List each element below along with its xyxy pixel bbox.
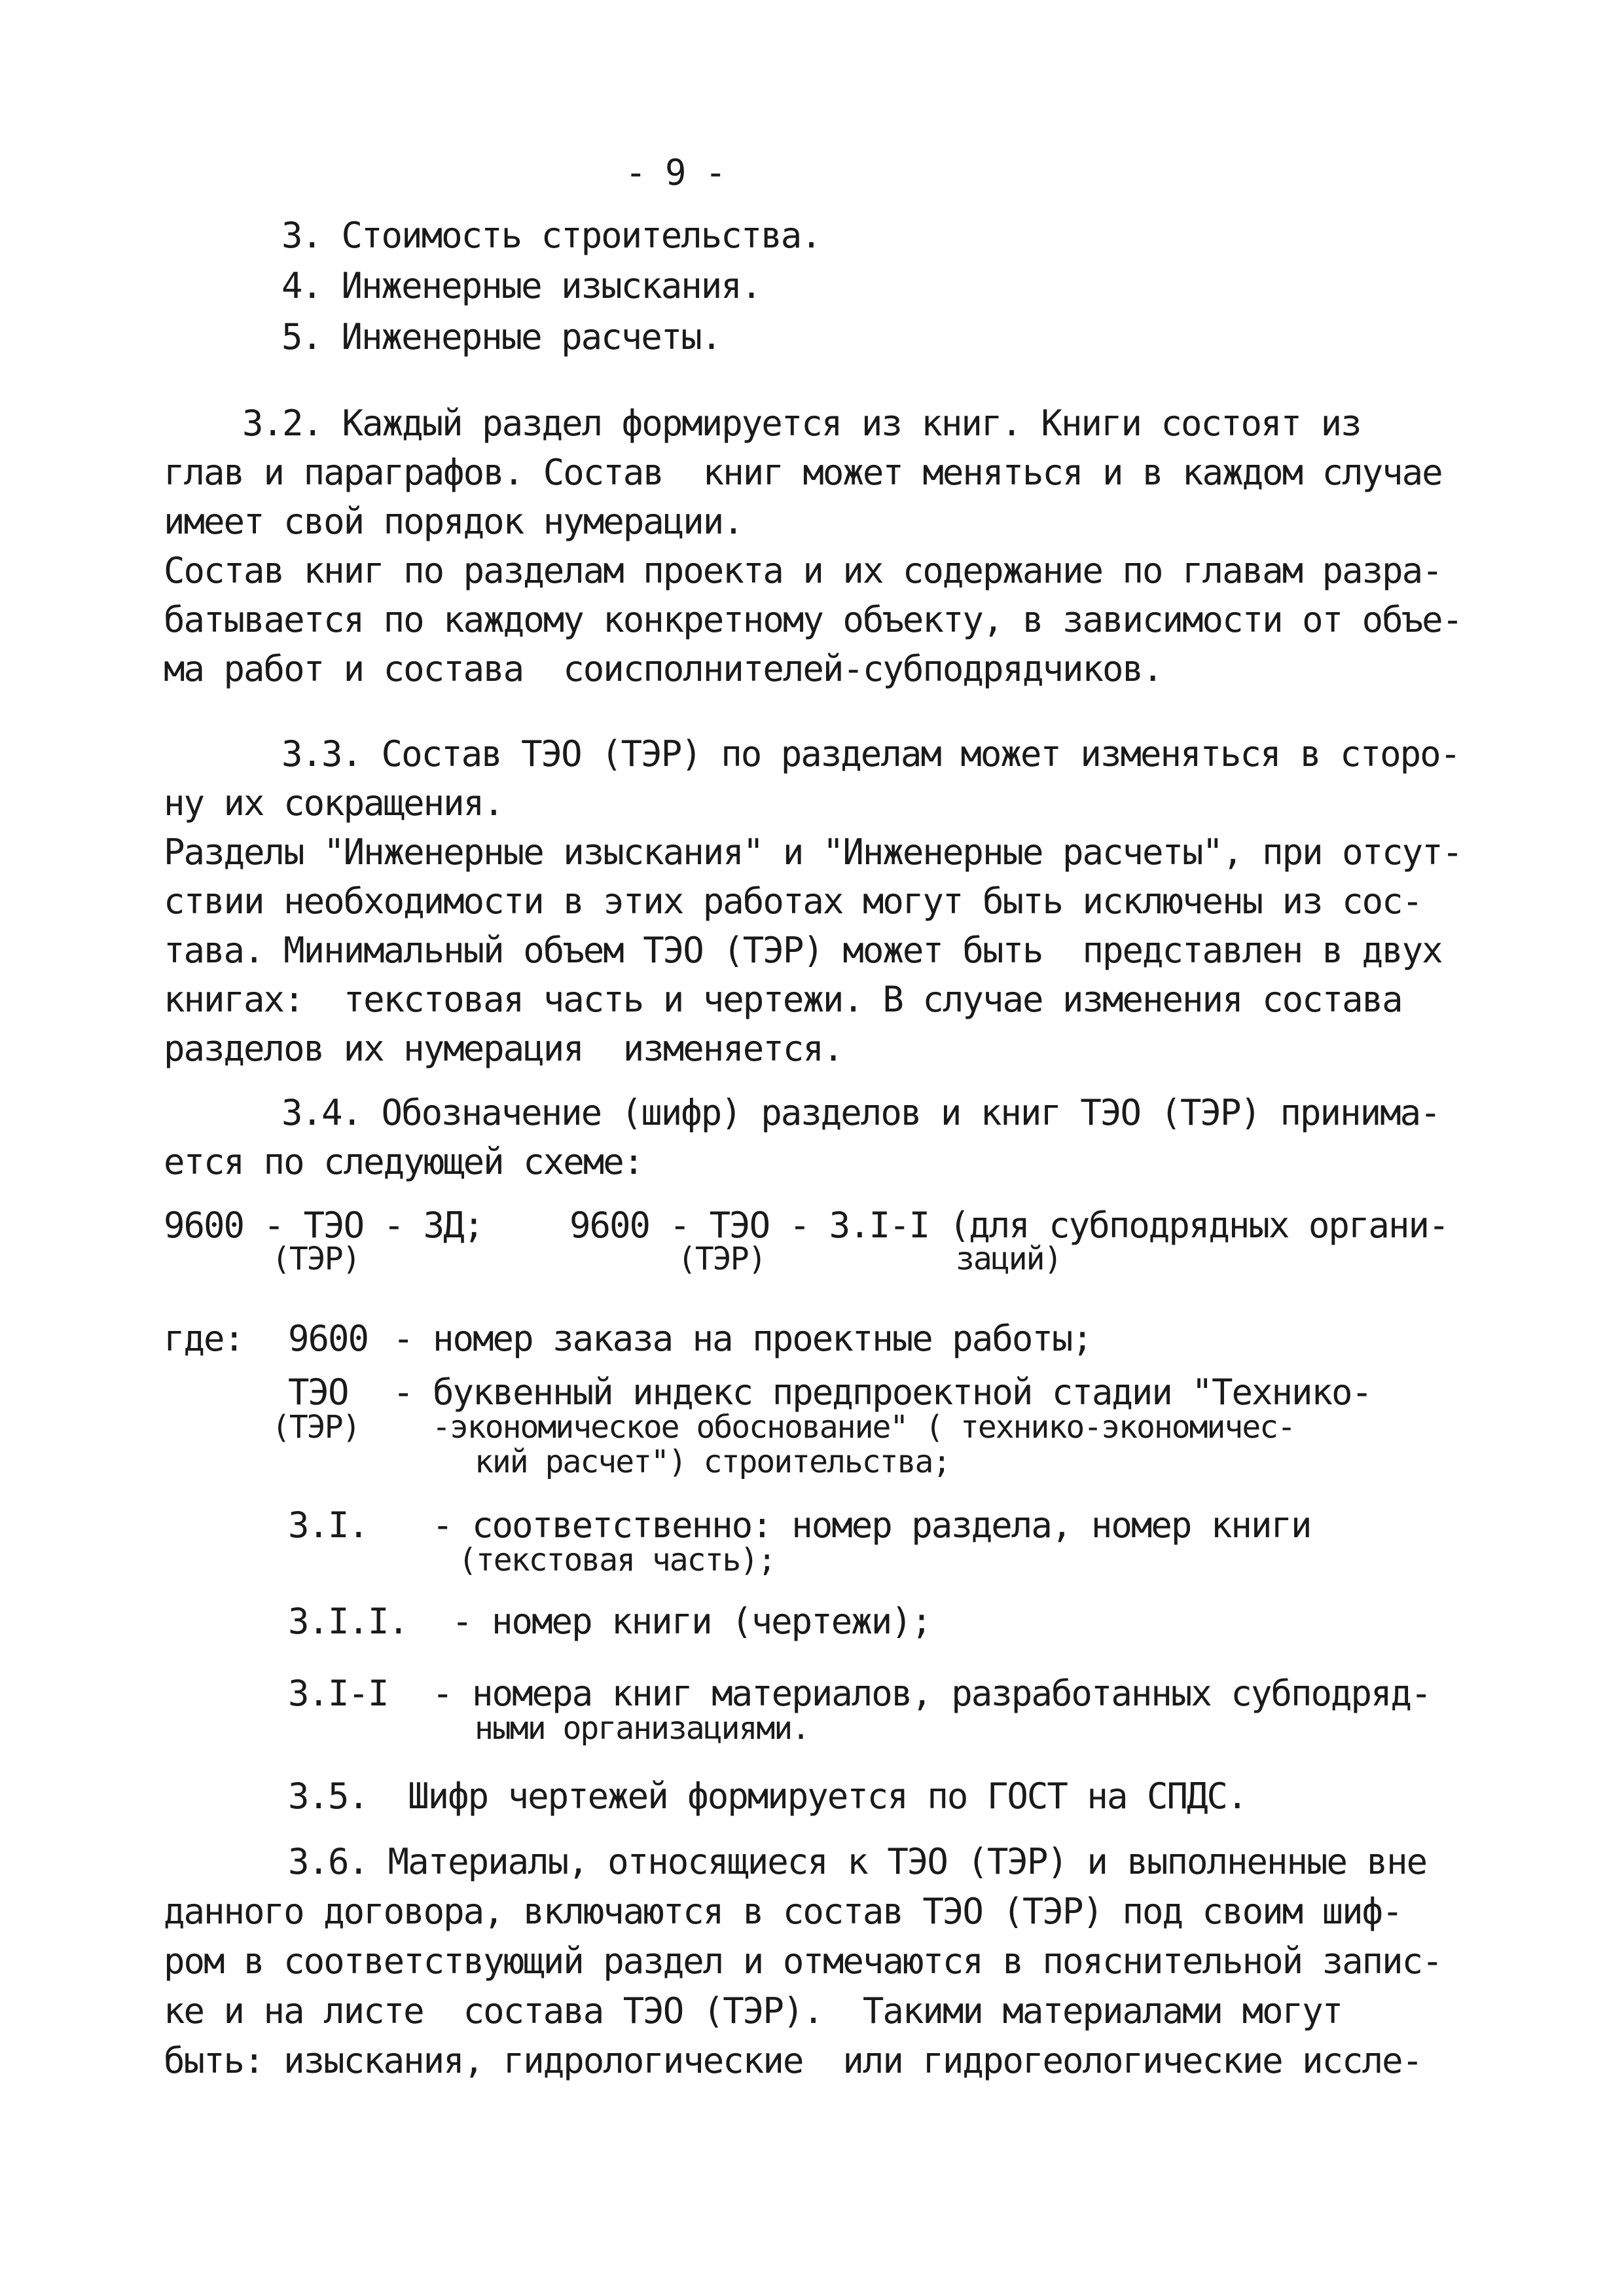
paragraph-3-6-line: 3.6. Материалы, относящиеся к ТЭО (ТЭР) и выполненные вне	[288, 1841, 1427, 1882]
legend-text-order: - номер заказа на проектные работы;	[393, 1318, 1092, 1359]
legend-key-drawings: 3.I.I.	[288, 1601, 408, 1642]
paragraph-3-2-line: батывается по каждому конкретному объекту, в зависимости от объе-	[164, 599, 1462, 640]
scheme-code-subcontract-subscript: (ТЭР)	[677, 1241, 766, 1277]
paragraph-3-3-line: разделов их нумерация изменяется.	[164, 1028, 843, 1069]
paragraph-3-3-line: тава. Минимальный объем ТЭО (ТЭР) может быть представлен в двух	[164, 930, 1442, 971]
legend-key-stage-subscript: (ТЭР)	[272, 1409, 360, 1446]
legend-key-order: 9600	[288, 1318, 369, 1359]
paragraph-3-3-line: ствии необходимости в этих работах могут быть исключены из сос-	[164, 881, 1422, 922]
scheme-code-main: 9600 - ТЭО - 3Д;	[164, 1205, 484, 1246]
paragraph-3-4-line: ется по следующей схеме:	[164, 1141, 643, 1182]
legend-key-subcontract: 3.I-I	[288, 1673, 388, 1714]
list-item-5: 5. Инженерные расчеты.	[281, 316, 721, 357]
paragraph-3-6-line: данного договора, включаются в состав ТЭО (ТЭР) под своим шиф-	[164, 1891, 1402, 1932]
paragraph-3-2-line: ма работ и состава соисполнителей-субподрядчиков.	[164, 648, 1163, 689]
list-item-4: 4. Инженерные изыскания.	[281, 265, 761, 306]
legend-key-stage: ТЭО	[288, 1372, 348, 1413]
legend-text-subcontract: - номера книг материалов, разработанных субподряд-	[432, 1673, 1431, 1714]
legend-text-subcontract: ными организациями.	[475, 1710, 810, 1747]
legend-text-stage: -экономическое обоснование" ( технико-экономичес-	[432, 1409, 1295, 1446]
legend-text-section: - соответственно: номер раздела, номер книги	[432, 1504, 1311, 1546]
paragraph-3-2-line: имеет свой порядок нумерации.	[164, 501, 743, 542]
legend-key-section: 3.I.	[288, 1504, 369, 1546]
paragraph-3-4-line: 3.4. Обозначение (шифр) разделов и книг ТЭО (ТЭР) принима-	[281, 1092, 1440, 1133]
scheme-code-subcontract-note: заций)	[956, 1241, 1062, 1277]
paragraph-3-3-line: Разделы "Инженерные изыскания" и "Инженерные расчеты", при отсут-	[164, 831, 1462, 873]
legend-text-section: (текстовая часть);	[458, 1542, 776, 1578]
paragraph-3-6-line: быть: изыскания, гидрологические или гидрогеологические иссле-	[164, 2040, 1422, 2081]
paragraph-3-3-line: ну их сокращения.	[164, 782, 503, 824]
legend-text-stage: кий расчет") строительства;	[475, 1444, 950, 1480]
paragraph-3-3-line: книгах: текстовая часть и чертежи. В случае изменения состава	[164, 979, 1402, 1020]
paragraph-3-2-line: Состав книг по разделам проекта и их содержание по главам разра-	[164, 550, 1442, 591]
paragraph-3-2-line: глав и параграфов. Состав книг может меняться и в каждом случае	[164, 452, 1442, 493]
page-number: - 9 -	[625, 152, 725, 193]
paragraph-3-3-line: 3.3. Состав ТЭО (ТЭР) по разделам может изменяться в сторо-	[281, 733, 1460, 774]
paragraph-3-2-line: 3.2. Каждый раздел формируется из книг. Книги состоят из	[242, 403, 1361, 444]
paragraph-3-6-line: ром в соответствующий раздел и отмечаются в пояснительной запис-	[164, 1941, 1442, 1982]
legend-where-label: где:	[164, 1318, 244, 1359]
scheme-code-subcontract: 9600 - ТЭО - 3.I-I (для субподрядных органи-	[569, 1205, 1449, 1246]
legend-text-stage: - буквенный индекс предпроектной стадии "Технико-	[393, 1372, 1372, 1413]
paragraph-3-5: 3.5. Шифр чертежей формируется по ГОСТ на СПДС.	[288, 1776, 1247, 1817]
scheme-code-main-subscript: (ТЭР)	[272, 1241, 360, 1277]
paragraph-3-6-line: ке и на листе состава ТЭО (ТЭР). Такими материалами могут	[164, 1990, 1343, 2032]
list-item-3: 3. Стоимость строительства.	[281, 215, 821, 256]
legend-text-drawings: - номер книги (чертежи);	[452, 1601, 931, 1642]
